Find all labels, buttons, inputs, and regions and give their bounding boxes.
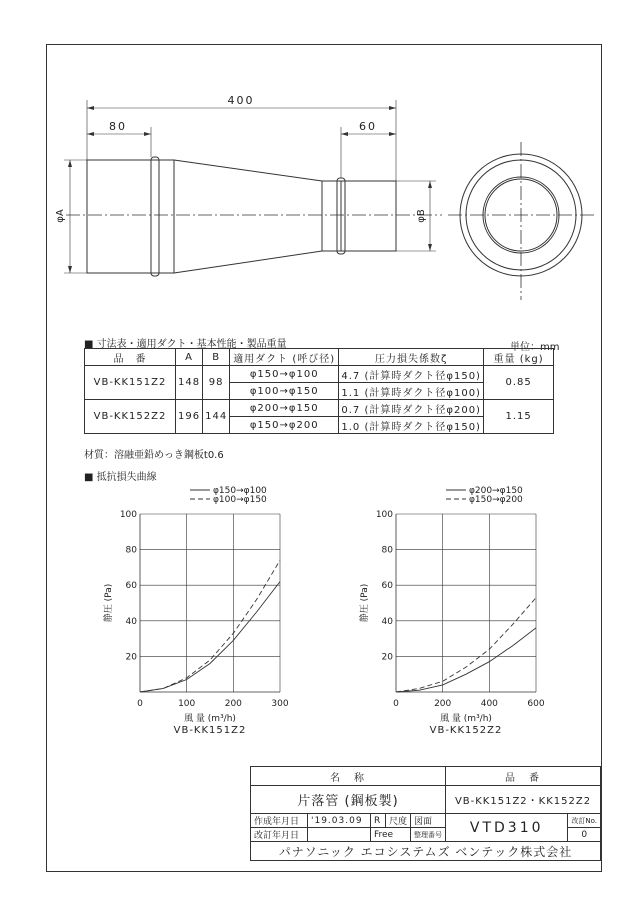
x-tick-label: 0 [137, 699, 143, 709]
series-line [396, 598, 536, 692]
x-tick-label: 0 [393, 699, 399, 709]
dim-phi-b-label: φB [416, 209, 427, 223]
col-header-coef: 圧力損失係数ζ [339, 349, 484, 366]
revision-label: 改訂No. [568, 814, 601, 828]
r-label: R [371, 814, 386, 828]
col-header-a: A [176, 349, 203, 366]
y-tick-label: 80 [125, 545, 137, 556]
cell-duct: φ150→φ100 [230, 366, 339, 383]
dim-b-length-label: 60 [359, 120, 377, 133]
cell-duct: φ100→φ150 [230, 383, 339, 400]
cell-coef: 4.7 (計算時ダクト径φ150) [339, 366, 484, 383]
x-axis-label: 風 量 (m³/h) [184, 714, 236, 724]
drawing-number: VTD310 [446, 814, 568, 842]
x-tick-label: 100 [178, 699, 196, 709]
scale-label: 尺度 [386, 814, 411, 828]
table-header-row [85, 349, 554, 366]
y-tick-label: 100 [119, 510, 137, 520]
scale-value: Free [371, 828, 411, 842]
technical-drawing [0, 0, 640, 330]
model-label: 品 番 [446, 767, 601, 786]
fig-label: 図面 [411, 814, 446, 828]
x-tick-label: 200 [434, 699, 452, 709]
y-tick-label: 40 [125, 616, 137, 627]
y-tick-label: 60 [125, 581, 137, 592]
dim-a-length-label: 80 [109, 120, 127, 133]
y-axis-label: 静圧 (Pa) [104, 583, 114, 623]
x-tick-label: 400 [480, 699, 498, 709]
x-axis-label: 風 量 (m³/h) [440, 714, 492, 724]
y-tick-label: 80 [381, 545, 393, 556]
chart-title: VB-KK152Z2 [429, 725, 503, 736]
name-value: 片落管 (鋼板製) [251, 786, 446, 814]
cell-b: 98 [203, 366, 230, 400]
x-tick-label: 300 [271, 699, 289, 709]
model-value: VB-KK151Z2・KK152Z2 [446, 786, 601, 814]
spec-table [84, 348, 554, 434]
col-header-weight: 重量 (kg) [484, 349, 554, 366]
created-value: '19.03.09 [308, 814, 371, 828]
spec-heading: ■ 寸法表・適用ダクト・基本性能・製品重量 [84, 339, 287, 350]
title-block [250, 766, 601, 861]
revision-value: 0 [568, 828, 601, 842]
y-tick-label: 100 [375, 510, 393, 520]
y-tick-label: 20 [125, 652, 137, 663]
pressure-loss-chart-151 [98, 484, 308, 746]
y-tick-label: 60 [381, 581, 393, 592]
pressure-loss-chart-152 [354, 484, 564, 746]
management-number-label: 整理番号 [411, 828, 446, 842]
revised-value [308, 828, 371, 842]
col-header-duct: 適用ダクト (呼び径) [230, 349, 339, 366]
series-line [140, 582, 280, 692]
x-tick-label: 600 [527, 699, 545, 709]
cell-model: VB-KK151Z2 [85, 366, 176, 400]
cell-coef: 1.0 (計算時ダクト径φ150) [339, 417, 484, 434]
unit-label: 単位：mm [510, 342, 560, 353]
y-tick-label: 40 [381, 616, 393, 627]
series-line [140, 560, 280, 692]
cell-coef: 1.1 (計算時ダクト径φ100) [339, 383, 484, 400]
table-row [85, 366, 554, 383]
created-label: 作成年月日 [251, 814, 308, 828]
cell-a: 196 [176, 400, 203, 434]
name-label: 名 称 [251, 767, 446, 786]
col-header-b: B [203, 349, 230, 366]
dim-total-label: 400 [227, 94, 255, 107]
end-view [448, 142, 594, 300]
curve-heading: ■ 抵抗損失曲線 [84, 472, 157, 483]
cell-b: 144 [203, 400, 230, 434]
cell-duct: φ200→φ150 [230, 400, 339, 417]
series-line [396, 628, 536, 692]
chart-title: VB-KK151Z2 [173, 725, 247, 736]
legend-label: φ200→φ150 [469, 486, 523, 496]
cell-coef: 0.7 (計算時ダクト径φ200) [339, 400, 484, 417]
col-header-model: 品 番 [85, 349, 176, 366]
y-tick-label: 20 [381, 652, 393, 663]
cell-duct: φ150→φ200 [230, 417, 339, 434]
legend-label: φ150→φ200 [469, 495, 523, 505]
x-tick-label: 200 [224, 699, 242, 709]
cell-weight: 0.85 [484, 366, 554, 400]
legend-label: φ150→φ100 [213, 486, 267, 496]
cell-a: 148 [176, 366, 203, 400]
dim-phi-a-label: φA [55, 209, 66, 223]
cell-weight: 1.15 [484, 400, 554, 434]
material-note: 材質：溶融亜鉛めっき鋼板t0.6 [84, 450, 224, 461]
revised-label: 改訂年月日 [251, 828, 308, 842]
cell-model: VB-KK152Z2 [85, 400, 176, 434]
legend-label: φ100→φ150 [213, 495, 267, 505]
y-axis-label: 静圧 (Pa) [360, 583, 370, 623]
table-row [85, 400, 554, 417]
company-name: パナソニック エコシステムズ ベンテック株式会社 [251, 842, 601, 861]
